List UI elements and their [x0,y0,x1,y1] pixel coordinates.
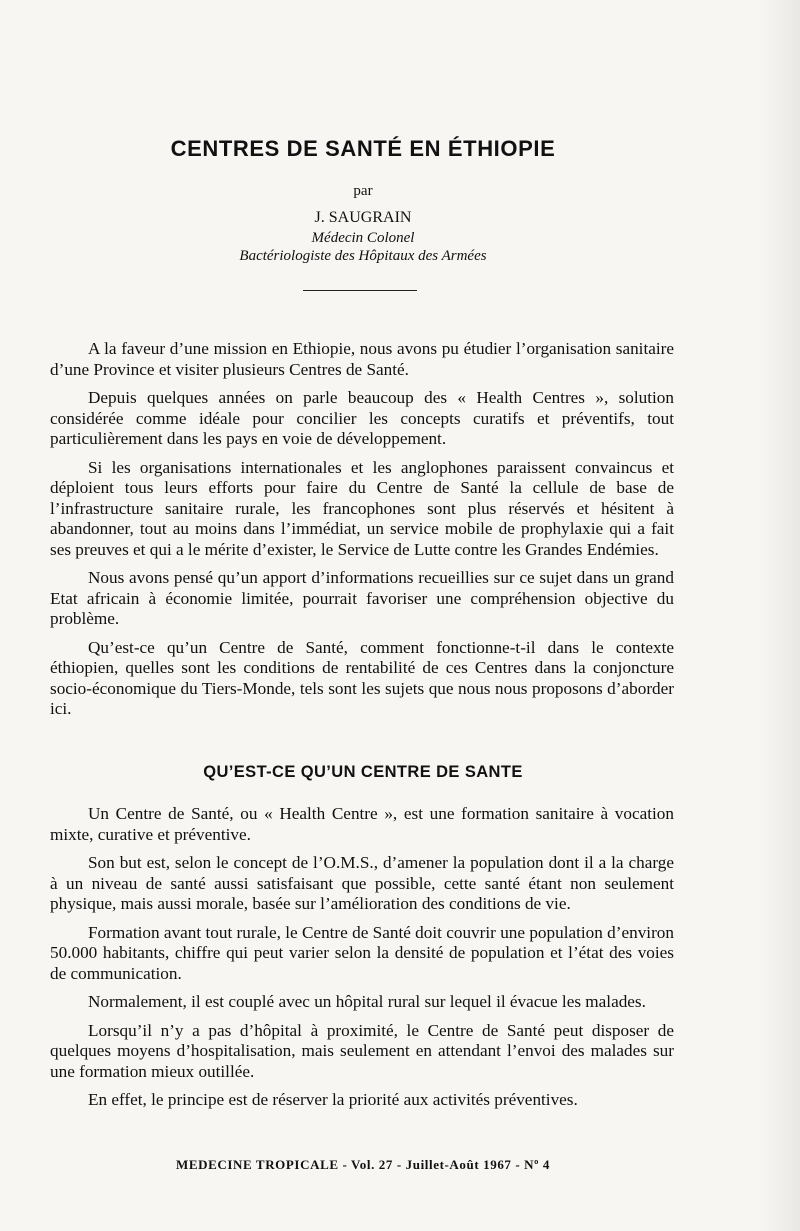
section-paragraph: Son but est, selon le concept de l’O.M.S., d’amener la population dont il a la charge à un niveau de santé aussi satisfaisant que possible, cette santé étant non seulement physique, mais aussi morale, basée sur l’amélioration des conditions de vie. [50,853,674,913]
section-paragraph: Formation avant tout rurale, le Centre de Santé doit couvrir une population d’environ 50.000 habitants, chiffre qui peut varier selon la densité de population et l’état des voies de communication. [50,922,674,983]
section-text [50,804,674,1119]
title-divider [303,290,417,291]
section-paragraph: En effet, le principe est de réserver la priorité aux activités préventives. [88,1090,578,1109]
article-title: CENTRES DE SANTÉ EN ÉTHIOPIE [170,136,556,161]
author-role: Médecin Colonel [311,230,415,246]
page-edge-shadow [760,0,800,1231]
intro-paragraph: Depuis quelques années on parle beaucoup des « Health Centres », solution considérée comme idéale pour concilier les concepts curatifs et préventifs, tout particulièrement dans les pays en voie de développement. [50,388,674,448]
author-name: J. SAUGRAIN [314,209,412,226]
section-paragraph: Un Centre de Santé, ou « Health Centre », est une formation sanitaire à vocation mixte, curative et préventive. [50,804,674,844]
intro-paragraph: A la faveur d’une mission en Ethiopie, nous avons pu étudier l’organisation sanitaire d’une Province et visiter plusieurs Centres de Santé. [50,339,674,379]
intro-paragraph: Si les organisations internationales et les anglophones paraissent convaincus et déploient tous leurs efforts pour faire du Centre de Santé la cellule de base de l’infrastructure sanitaire rurale, les francophones sont plus réservés et hésitent à abandonner, tout au moins dans l’immédiat, un service mobile de prophylaxie qui a fait ses preuves et qui a le mérite d’exister, le Service de Lutte contre les Grandes Endémies. [50,457,674,559]
byline-par: par [353,183,373,199]
section-paragraph: Normalement, il est couplé avec un hôpital rural sur lequel il évacue les malades. [88,992,646,1011]
journal-footer: MEDECINE TROPICALE - Vol. 27 - Juillet-Août 1967 - Nº 4 [176,1157,550,1172]
section-heading: QU’EST-CE QU’UN CENTRE DE SANTE [203,763,523,781]
intro-text [50,339,674,728]
intro-paragraph: Qu’est-ce qu’un Centre de Santé, comment fonctionne-t-il dans le contexte éthiopien, quelles sont les conditions de rentabilité de ces Centres dans la conjoncture socio-économique du Tiers-Monde, tels sont les sujets que nous nous proposons d’aborder ici. [50,637,674,718]
author-affiliation: Bactériologiste des Hôpitaux des Armées [239,248,487,264]
intro-paragraph: Nous avons pensé qu’un apport d’informations recueillies sur ce sujet dans un grand Etat africain à économie limitée, pourrait favoriser une compréhension objective du problème. [50,568,674,628]
section-paragraph: Lorsqu’il n’y a pas d’hôpital à proximité, le Centre de Santé peut disposer de quelques moyens d’hospitalisation, mais seulement en attendant l’envoi des malades sur une formation mieux outillée. [50,1020,674,1081]
